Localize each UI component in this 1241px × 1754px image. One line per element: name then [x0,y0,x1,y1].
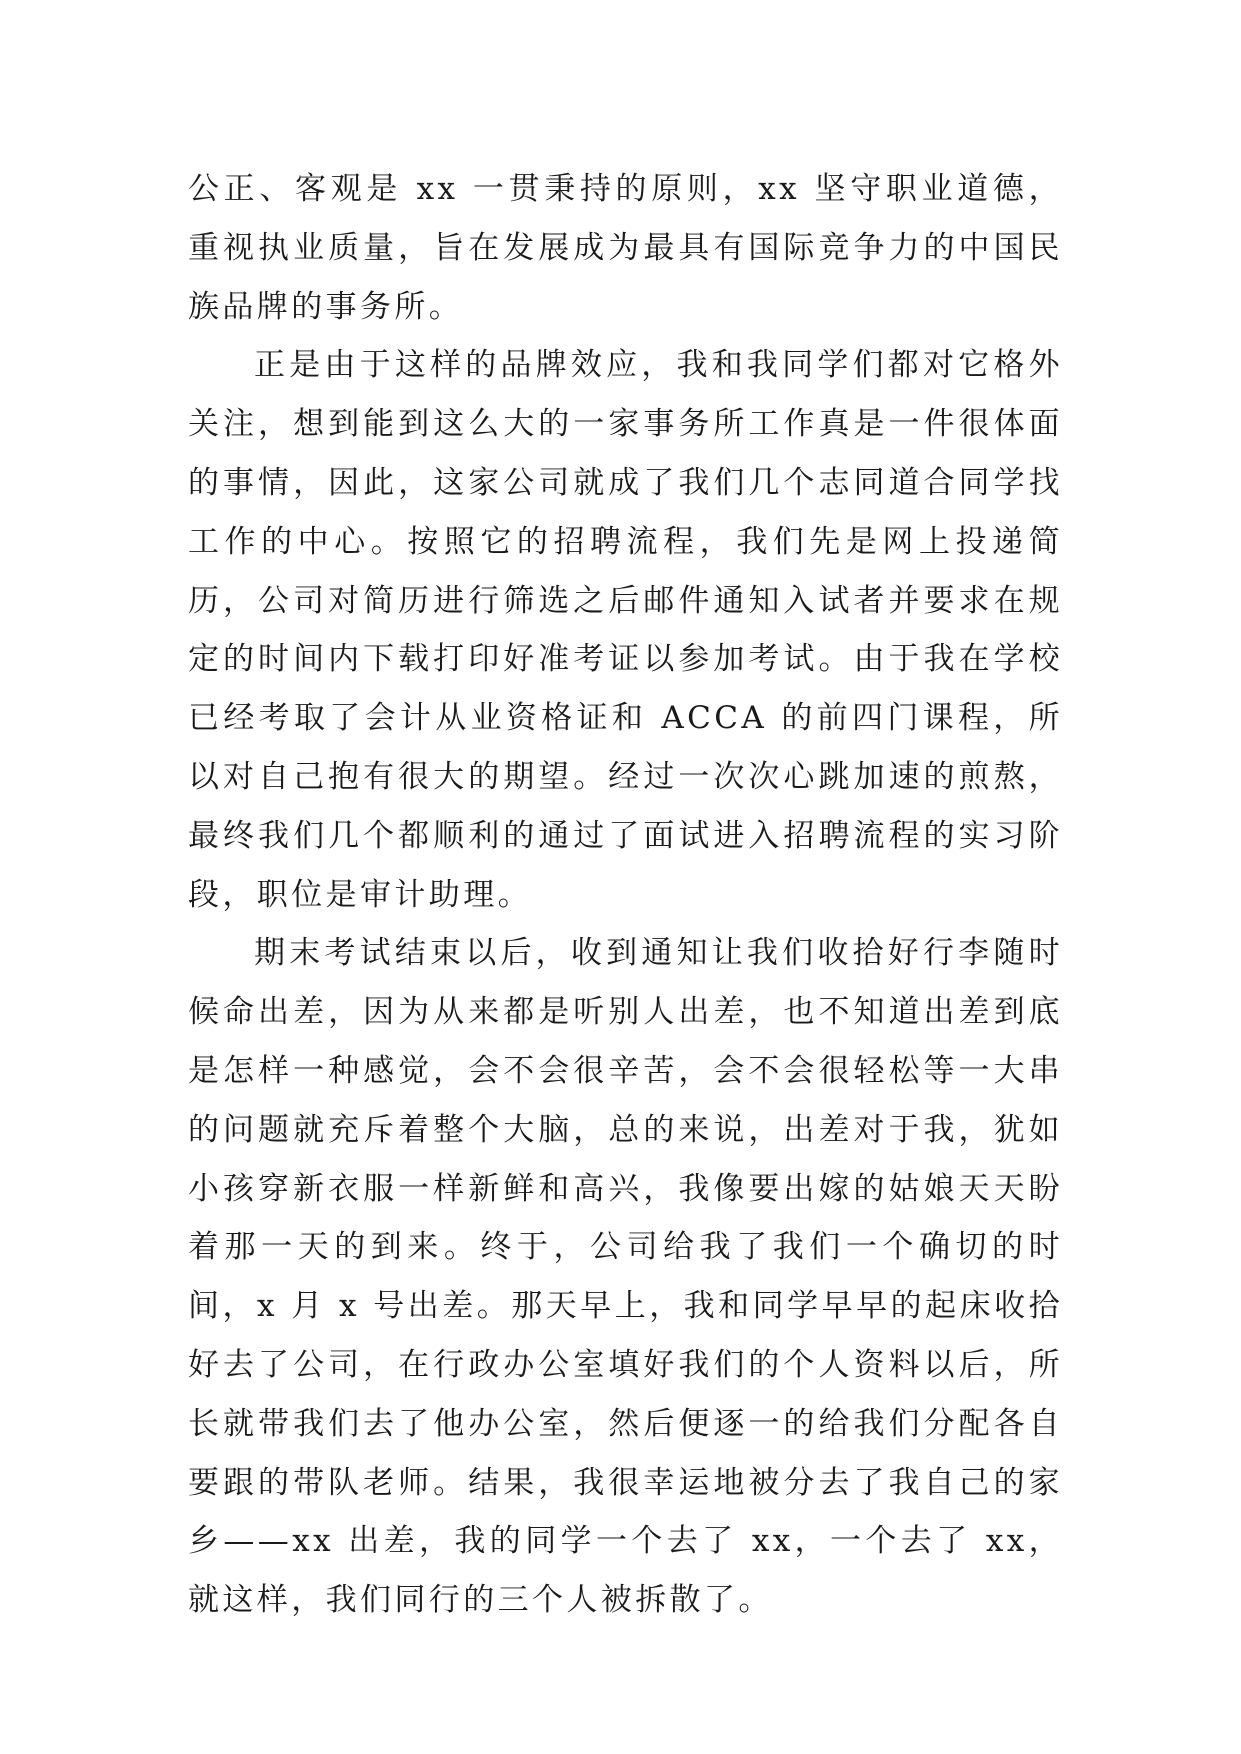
paragraph-1: 公正、客观是 xx 一贯秉持的原则，xx 坚守职业道德，重视执业质量，旨在发展成为最具有国际竞争力的中国民族品牌的事务所。 [188,171,1063,325]
document-body [188,160,1063,1630]
paragraph-3: 期末考试结束以后，收到通知让我们收拾好行李随时候命出差，因为从来都是听别人出差，也不知道出差到底是怎样一种感觉，会不会很辛苦，会不会很轻松等一大串的问题就充斥着整个大脑，总的来说，出差对于我，犹如小孩穿新衣服一样新鲜和高兴，我像要出嫁的姑娘天天盼着那一天的到来。终于，公司给我了我们一个确切的时间，x 月 x 号出差。那天早上，我和同学早早的起床收拾好去了公司，在行政办公室填好我们的个人资料以后，所长就带我们去了他办公室，然后便逐一的给我们分配各自要跟的带队老师。结果，我很幸运地被分去了我自己的家乡——xx 出差，我的同学一个去了 xx，一个去了 xx，就这样，我们同行的三个人被拆散了。 [188,935,1063,1619]
paragraph-2: 正是由于这样的品牌效应，我和我同学们都对它格外关注，想到能到这么大的一家事务所工作真是一件很体面的事情，因此，这家公司就成了我们几个志同道合同学找工作的中心。按照它的招聘流程，我们先是网上投递简历，公司对简历进行筛选之后邮件通知入试者并要求在规定的时间内下载打印好准考证以参加考试。由于我在学校已经考取了会计从业资格证和 ACCA 的前四门课程，所以对自己抱有很大的期望。经过一次次心跳加速的煎熬，最终我们几个都顺利的通过了面试进入招聘流程的实习阶段，职位是审计助理。 [188,347,1063,913]
